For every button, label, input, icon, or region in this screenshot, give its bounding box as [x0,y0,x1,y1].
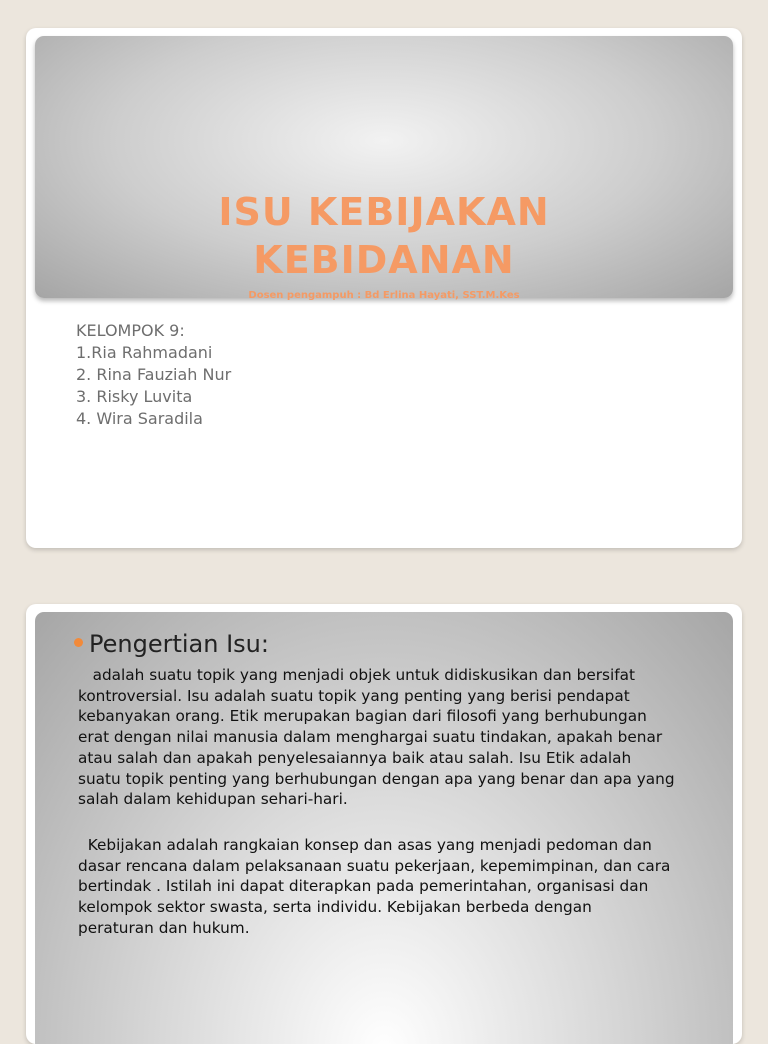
member-item: 4. Wira Saradila [76,409,203,428]
lecturer-subtitle: Dosen pengampuh : Bd Erlina Hayati, SST.M.Kes [248,290,520,301]
member-item: 1.Ria Rahmadani [76,343,213,362]
paragraph-line: suatu topik penting yang berhubungan dengan apa yang benar dan apa yang [78,769,675,788]
paragraph-line: dasar rencana dalam pelaksanaan suatu pekerjaan, kepemimpinan, dan cara [78,856,671,875]
definition-paragraph-kebijakan [78,835,742,939]
paragraph-line: kelompok sektor swasta, serta individu. Kebijakan berbeda dengan [78,898,592,917]
title-slide [26,28,742,548]
paragraph-line: atau salah dan apakah penyelesaiannya baik atau salah. Isu Etik adalah [78,748,632,767]
paragraph-line: Kebijakan adalah rangkaian konsep dan asas yang menjadi pedoman dan [78,836,652,854]
paragraph-line: erat dengan nilai manusia dalam menghargai suatu tindakan, apakah benar [78,728,663,747]
paragraph-line: salah dalam kehidupan sehari-hari. [78,790,348,809]
section-heading [74,630,269,658]
bullet-icon [74,638,83,647]
heading-text: Pengertian Isu: [89,630,269,658]
definition-paragraph-isu [78,665,742,810]
group-label: KELOMPOK 9: [76,321,185,340]
paragraph-line: kebanyakan orang. Etik merupakan bagian dari filosofi yang berhubungan [78,707,647,726]
paragraph-line: adalah suatu topik yang menjadi objek untuk didiskusikan dan bersifat [78,666,635,684]
content-slide [26,604,742,1044]
title-line-1: ISU KEBIJAKAN [218,190,550,234]
group-members-list [76,320,231,430]
paragraph-line: kontroversial. Isu adalah suatu topik yang penting yang berisi pendapat [78,686,630,705]
paragraph-line: peraturan dan hukum. [78,918,250,937]
paragraph-line: bertindak . Istilah ini dapat diterapkan pada pemerintahan, organisasi dan [78,877,649,896]
member-item: 3. Risky Luvita [76,387,193,406]
slide-title [35,188,733,284]
member-item: 2. Rina Fauziah Nur [76,365,232,384]
title-line-2: KEBIDANAN [253,238,515,282]
